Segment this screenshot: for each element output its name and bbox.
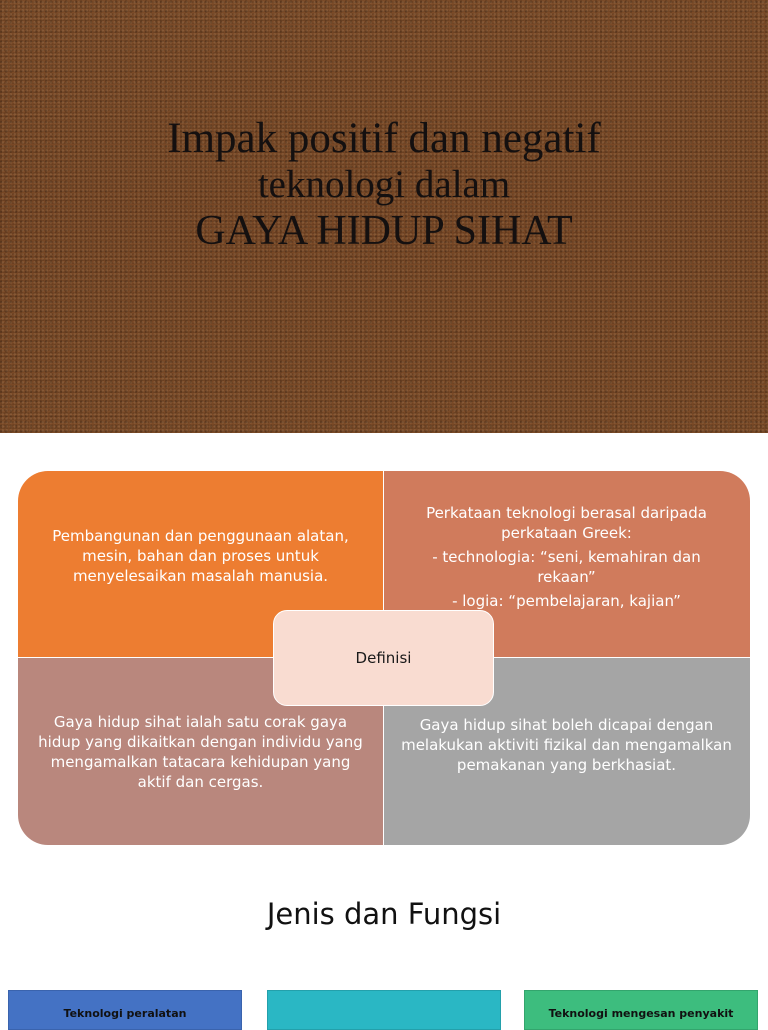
- title-line-1: Impak positif dan negatif: [167, 115, 601, 162]
- type-card-1: Teknologi peralatan: [8, 990, 242, 1030]
- title-line-3: GAYA HIDUP SIHAT: [195, 208, 573, 254]
- title-slide: [0, 0, 768, 433]
- origin-text-1: Perkataan teknologi berasal daripada perkataan Greek:: [426, 504, 707, 542]
- type-card-3: Teknologi mengesan penyakit: [524, 990, 758, 1030]
- quadrant-text: Gaya hidup sihat ialah satu corak gaya hidup yang dikaitkan dengan individu yang mengamalkan tatacara kehidupan yang aktif dan cergas.: [38, 712, 363, 791]
- type-card-2: [267, 990, 501, 1030]
- quadrant-text: Pembangunan dan penggunaan alatan, mesin, bahan dan proses untuk menyelesaikan masalah manusia.: [52, 526, 349, 585]
- center-label: Definisi: [355, 649, 412, 667]
- center-label-box: [273, 610, 494, 706]
- types-slide: [0, 865, 768, 1024]
- title-line-2: teknologi dalam: [257, 163, 511, 206]
- origin-text-3: - logia: “pembelajaran, kajian”: [452, 592, 681, 610]
- definition-slide: [0, 433, 768, 865]
- quadrant-text: Gaya hidup sihat boleh dicapai dengan melakukan aktiviti fizikal dan mengamalkan pemakanan yang berkhasiat.: [401, 715, 732, 774]
- slide-heading: Jenis dan Fungsi: [266, 897, 502, 931]
- origin-text-2: - technologia: “seni, kemahiran dan rekaan”: [432, 548, 701, 586]
- slide-title: [0, 114, 768, 256]
